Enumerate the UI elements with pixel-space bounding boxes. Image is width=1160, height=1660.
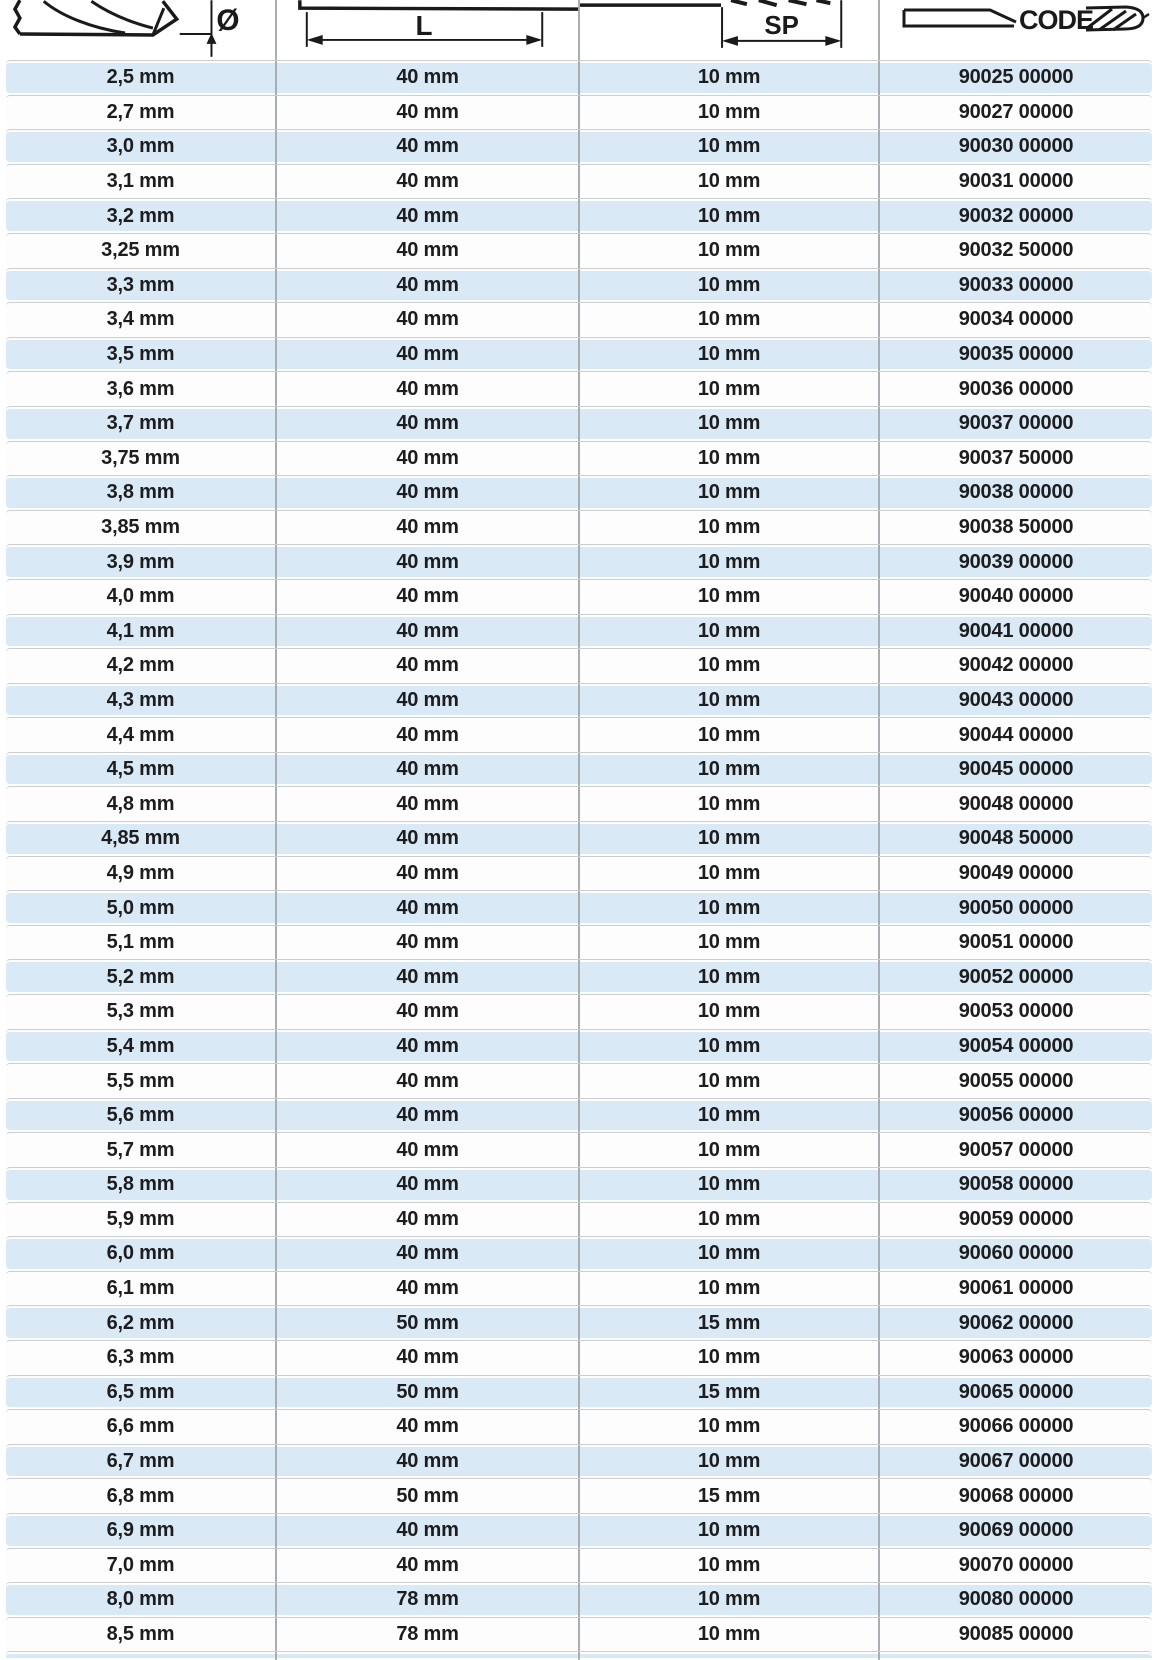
table-row (6, 1340, 1152, 1375)
spiral-cell: 10 mm (580, 926, 880, 960)
spiral-cell: 10 mm (580, 165, 880, 199)
spiral-cell: 10 mm (580, 580, 880, 614)
length-cell: 40 mm (277, 1237, 580, 1271)
diameter-cell: 5,5 mm (6, 1064, 277, 1098)
length-cell: 50 mm (277, 1306, 580, 1340)
diameter-cell: 3,6 mm (6, 372, 277, 406)
diameter-cell: 2,7 mm (6, 96, 277, 130)
length-cell: 40 mm (277, 130, 580, 164)
table-row (6, 1029, 1152, 1064)
diameter-cell: 5,8 mm (6, 1168, 277, 1202)
diameter-cell: 4,1 mm (6, 615, 277, 649)
length-cell: 40 mm (277, 1064, 580, 1098)
code-cell: 90067 00000 (958, 1450, 1074, 1473)
code-cell: 90054 00000 (958, 1034, 1074, 1057)
code-cell: 90038 50000 (958, 516, 1074, 539)
spiral-cell: 10 mm (580, 1168, 880, 1202)
spiral-cell: 10 mm (580, 649, 880, 683)
spiral-cell: 10 mm (580, 857, 880, 891)
code-cell: 90030 00000 (958, 135, 1074, 158)
length-cell: 40 mm (277, 1410, 580, 1444)
diameter-cell: 3,75 mm (6, 442, 277, 476)
diameter-cell: 5,3 mm (6, 995, 277, 1029)
diameter-cell: 3,9 mm (6, 545, 277, 579)
spiral-cell: 10 mm (580, 822, 880, 856)
spiral-cell: 10 mm (580, 1272, 880, 1306)
length-cell: 40 mm (277, 1099, 580, 1133)
spiral-cell: 10 mm (580, 1133, 880, 1167)
diameter-cell: 6,1 mm (6, 1272, 277, 1306)
diameter-symbol: Ø (216, 4, 240, 38)
diameter-cell: 5,7 mm (6, 1133, 277, 1167)
code-cell: 90048 50000 (958, 827, 1074, 850)
spiral-cell: 10 mm (580, 1618, 880, 1652)
spiral-cell: 10 mm (580, 61, 880, 95)
spiral-cell: 10 mm (580, 1583, 880, 1617)
length-cell: 50 mm (277, 1479, 580, 1513)
code-cell: 90059 00000 (958, 1207, 1074, 1230)
code-cell: 90044 00000 (958, 723, 1074, 746)
header-length (277, 0, 580, 60)
diameter-cell: 5,4 mm (6, 1030, 277, 1064)
spiral-cell: 10 mm (580, 545, 880, 579)
diameter-cell: 3,25 mm (6, 234, 277, 268)
spiral-cell: 10 mm (580, 407, 880, 441)
code-cell: 90063 00000 (958, 1346, 1074, 1369)
spiral-cell: 10 mm (580, 615, 880, 649)
diameter-cell: 5,1 mm (6, 926, 277, 960)
table-row (6, 1202, 1152, 1237)
diameter-cell: 6,2 mm (6, 1306, 277, 1340)
length-cell: 40 mm (277, 165, 580, 199)
empty-cell (277, 1652, 580, 1660)
length-cell: 40 mm (277, 926, 580, 960)
code-header-drawing (880, 0, 1152, 60)
spiral-cell: 10 mm (580, 338, 880, 372)
code-cell: 90080 00000 (958, 1588, 1074, 1611)
length-cell: 40 mm (277, 1203, 580, 1237)
table-row (6, 1478, 1152, 1513)
spiral-cell: 10 mm (580, 718, 880, 752)
table-row (6, 475, 1152, 510)
table-row (6, 164, 1152, 199)
table-row (6, 786, 1152, 821)
spiral-cell: 10 mm (580, 1099, 880, 1133)
diameter-cell: 6,8 mm (6, 1479, 277, 1513)
table-row (6, 648, 1152, 683)
table-row (6, 510, 1152, 545)
length-cell: 40 mm (277, 960, 580, 994)
code-cell: 90065 00000 (958, 1380, 1074, 1403)
code-cell: 90027 00000 (958, 100, 1074, 123)
table-row (6, 1409, 1152, 1444)
code-cell: 90051 00000 (958, 931, 1074, 954)
table-row (6, 1444, 1152, 1479)
length-cell: 40 mm (277, 442, 580, 476)
diameter-cell: 3,7 mm (6, 407, 277, 441)
diameter-cell: 7,0 mm (6, 1549, 277, 1583)
diameter-cell: 3,2 mm (6, 199, 277, 233)
diameter-cell: 3,4 mm (6, 303, 277, 337)
spiral-cell: 10 mm (580, 511, 880, 545)
code-cell: 90057 00000 (958, 1138, 1074, 1161)
diameter-cell: 4,85 mm (6, 822, 277, 856)
spiral-cell: 15 mm (580, 1306, 880, 1340)
spiral-cell: 10 mm (580, 1341, 880, 1375)
table-row (6, 994, 1152, 1029)
length-cell: 40 mm (277, 753, 580, 787)
header-diameter (6, 0, 277, 60)
table-row (6, 959, 1152, 994)
drill-spiral-diagram (580, 0, 878, 60)
table-row (6, 129, 1152, 164)
table-row (6, 1098, 1152, 1133)
length-symbol: L (415, 9, 433, 41)
diameter-cell: 6,9 mm (6, 1514, 277, 1548)
drill-length-diagram (277, 0, 578, 60)
table-row (6, 198, 1152, 233)
code-cell: 90050 00000 (958, 896, 1074, 919)
length-cell: 40 mm (277, 822, 580, 856)
spiral-cell: 10 mm (580, 960, 880, 994)
length-cell: 40 mm (277, 234, 580, 268)
diameter-cell: 5,6 mm (6, 1099, 277, 1133)
table-row (6, 406, 1152, 441)
length-cell: 78 mm (277, 1618, 580, 1652)
code-cell: 90053 00000 (958, 1000, 1074, 1023)
diameter-cell: 6,7 mm (6, 1445, 277, 1479)
diameter-cell: 5,9 mm (6, 1203, 277, 1237)
spiral-cell: 10 mm (580, 891, 880, 925)
code-cell: 90052 00000 (958, 965, 1074, 988)
table-row (6, 1375, 1152, 1410)
spiral-cell: 10 mm (580, 1203, 880, 1237)
code-cell: 90048 00000 (958, 792, 1074, 815)
code-cell: 90043 00000 (958, 688, 1074, 711)
spiral-cell: 10 mm (580, 1445, 880, 1479)
diameter-cell: 6,5 mm (6, 1376, 277, 1410)
length-cell: 40 mm (277, 649, 580, 683)
code-label: CODE (1019, 5, 1094, 35)
table-row (6, 233, 1152, 268)
table-row (6, 371, 1152, 406)
diameter-cell: 8,0 mm (6, 1583, 277, 1617)
spiral-cell: 10 mm (580, 1064, 880, 1098)
diameter-cell: 4,2 mm (6, 649, 277, 683)
code-cell: 90066 00000 (958, 1415, 1074, 1438)
length-cell: 40 mm (277, 995, 580, 1029)
spiral-cell: 10 mm (580, 684, 880, 718)
length-cell: 40 mm (277, 545, 580, 579)
table-row (6, 925, 1152, 960)
spiral-cell: 10 mm (580, 995, 880, 1029)
table-row (6, 544, 1152, 579)
table-row (6, 1271, 1152, 1306)
code-cell: 90070 00000 (958, 1553, 1074, 1576)
empty-cell (880, 1652, 1152, 1660)
diameter-cell: 3,85 mm (6, 511, 277, 545)
empty-cell (580, 1652, 880, 1660)
table-row (6, 95, 1152, 130)
code-cell: 90032 50000 (958, 239, 1074, 262)
spiral-cell: 10 mm (580, 1514, 880, 1548)
header-code (880, 0, 1152, 60)
table-row (6, 752, 1152, 787)
length-cell: 40 mm (277, 580, 580, 614)
code-cell: 90025 00000 (958, 66, 1074, 89)
drill-diameter-diagram (6, 0, 275, 60)
table-row (6, 441, 1152, 476)
spiral-cell: 10 mm (580, 1410, 880, 1444)
table-row (6, 302, 1152, 337)
table-row (6, 856, 1152, 891)
diameter-cell: 4,5 mm (6, 753, 277, 787)
length-cell: 40 mm (277, 1549, 580, 1583)
length-cell: 50 mm (277, 1376, 580, 1410)
diameter-cell: 3,8 mm (6, 476, 277, 510)
code-cell: 90062 00000 (958, 1311, 1074, 1334)
length-cell: 40 mm (277, 338, 580, 372)
diameter-cell: 4,9 mm (6, 857, 277, 891)
table-row (6, 1582, 1152, 1617)
diameter-cell: 3,3 mm (6, 269, 277, 303)
diameter-cell: 4,0 mm (6, 580, 277, 614)
length-cell: 78 mm (277, 1583, 580, 1617)
length-cell: 40 mm (277, 269, 580, 303)
length-cell: 40 mm (277, 787, 580, 821)
diameter-cell: 6,3 mm (6, 1341, 277, 1375)
code-cell: 90068 00000 (958, 1484, 1074, 1507)
code-cell: 90042 00000 (958, 654, 1074, 677)
code-cell: 90038 00000 (958, 481, 1074, 504)
code-cell: 90055 00000 (958, 1069, 1074, 1092)
code-cell: 90045 00000 (958, 758, 1074, 781)
spiral-cell: 10 mm (580, 199, 880, 233)
table-row (6, 1167, 1152, 1202)
length-cell: 40 mm (277, 372, 580, 406)
length-cell: 40 mm (277, 511, 580, 545)
table-row (6, 1305, 1152, 1340)
table-row (6, 1132, 1152, 1167)
table-row (6, 1548, 1152, 1583)
length-cell: 40 mm (277, 1030, 580, 1064)
diameter-cell: 2,5 mm (6, 61, 277, 95)
code-cell: 90041 00000 (958, 619, 1074, 642)
length-cell: 40 mm (277, 718, 580, 752)
length-cell: 40 mm (277, 96, 580, 130)
spiral-cell: 10 mm (580, 1549, 880, 1583)
table-row (6, 614, 1152, 649)
length-cell: 40 mm (277, 1168, 580, 1202)
diameter-cell: 4,3 mm (6, 684, 277, 718)
length-cell: 40 mm (277, 1133, 580, 1167)
length-cell: 40 mm (277, 615, 580, 649)
length-cell: 40 mm (277, 857, 580, 891)
length-cell: 40 mm (277, 684, 580, 718)
code-cell: 90032 00000 (958, 204, 1074, 227)
spiral-cell: 10 mm (580, 372, 880, 406)
code-cell: 90037 50000 (958, 446, 1074, 469)
partial-next-row (6, 1651, 1152, 1660)
length-cell: 40 mm (277, 1514, 580, 1548)
table-row (6, 60, 1152, 95)
spiral-symbol: SP (764, 11, 799, 40)
empty-cell (6, 1652, 277, 1660)
length-cell: 40 mm (277, 476, 580, 510)
table-row (6, 1063, 1152, 1098)
spiral-cell: 15 mm (580, 1376, 880, 1410)
diameter-cell: 5,0 mm (6, 891, 277, 925)
spiral-cell: 10 mm (580, 234, 880, 268)
spiral-cell: 10 mm (580, 442, 880, 476)
spiral-cell: 10 mm (580, 303, 880, 337)
diameter-cell: 6,6 mm (6, 1410, 277, 1444)
diameter-cell: 3,1 mm (6, 165, 277, 199)
length-cell: 40 mm (277, 891, 580, 925)
length-cell: 40 mm (277, 1341, 580, 1375)
spiral-cell: 10 mm (580, 1030, 880, 1064)
code-cell: 90036 00000 (958, 377, 1074, 400)
spiral-cell: 10 mm (580, 753, 880, 787)
length-cell: 40 mm (277, 303, 580, 337)
code-cell: 90058 00000 (958, 1173, 1074, 1196)
spiral-cell: 10 mm (580, 96, 880, 130)
code-cell: 90031 00000 (958, 170, 1074, 193)
length-cell: 40 mm (277, 199, 580, 233)
table-row (6, 1617, 1152, 1652)
code-cell: 90034 00000 (958, 308, 1074, 331)
diameter-cell: 3,0 mm (6, 130, 277, 164)
table-row (6, 683, 1152, 718)
table-body (6, 60, 1152, 1660)
table-header (6, 0, 1152, 60)
spiral-cell: 15 mm (580, 1479, 880, 1513)
code-cell: 90037 00000 (958, 412, 1074, 435)
table-row (6, 717, 1152, 752)
diameter-cell: 8,5 mm (6, 1618, 277, 1652)
length-cell: 40 mm (277, 1272, 580, 1306)
table-row (6, 579, 1152, 614)
table-row (6, 890, 1152, 925)
diameter-cell: 5,2 mm (6, 960, 277, 994)
code-cell: 90069 00000 (958, 1519, 1074, 1542)
code-cell: 90039 00000 (958, 550, 1074, 573)
code-cell: 90049 00000 (958, 861, 1074, 884)
code-cell: 90085 00000 (958, 1623, 1074, 1646)
spiral-cell: 10 mm (580, 269, 880, 303)
length-cell: 40 mm (277, 1445, 580, 1479)
code-cell: 90056 00000 (958, 1104, 1074, 1127)
header-spiral (580, 0, 880, 60)
code-cell: 90061 00000 (958, 1277, 1074, 1300)
diameter-cell: 4,8 mm (6, 787, 277, 821)
diameter-cell: 3,5 mm (6, 338, 277, 372)
code-cell: 90040 00000 (958, 585, 1074, 608)
table-row (6, 268, 1152, 303)
length-cell: 40 mm (277, 407, 580, 441)
table-row (6, 337, 1152, 372)
spiral-cell: 10 mm (580, 787, 880, 821)
spiral-cell: 10 mm (580, 1237, 880, 1271)
diameter-cell: 6,0 mm (6, 1237, 277, 1271)
length-cell: 40 mm (277, 61, 580, 95)
code-cell: 90060 00000 (958, 1242, 1074, 1265)
table-row (6, 1236, 1152, 1271)
table-row (6, 1513, 1152, 1548)
code-cell: 90033 00000 (958, 273, 1074, 296)
code-cell: 90035 00000 (958, 343, 1074, 366)
spiral-cell: 10 mm (580, 476, 880, 510)
diameter-cell: 4,4 mm (6, 718, 277, 752)
spiral-cell: 10 mm (580, 130, 880, 164)
table-row (6, 821, 1152, 856)
